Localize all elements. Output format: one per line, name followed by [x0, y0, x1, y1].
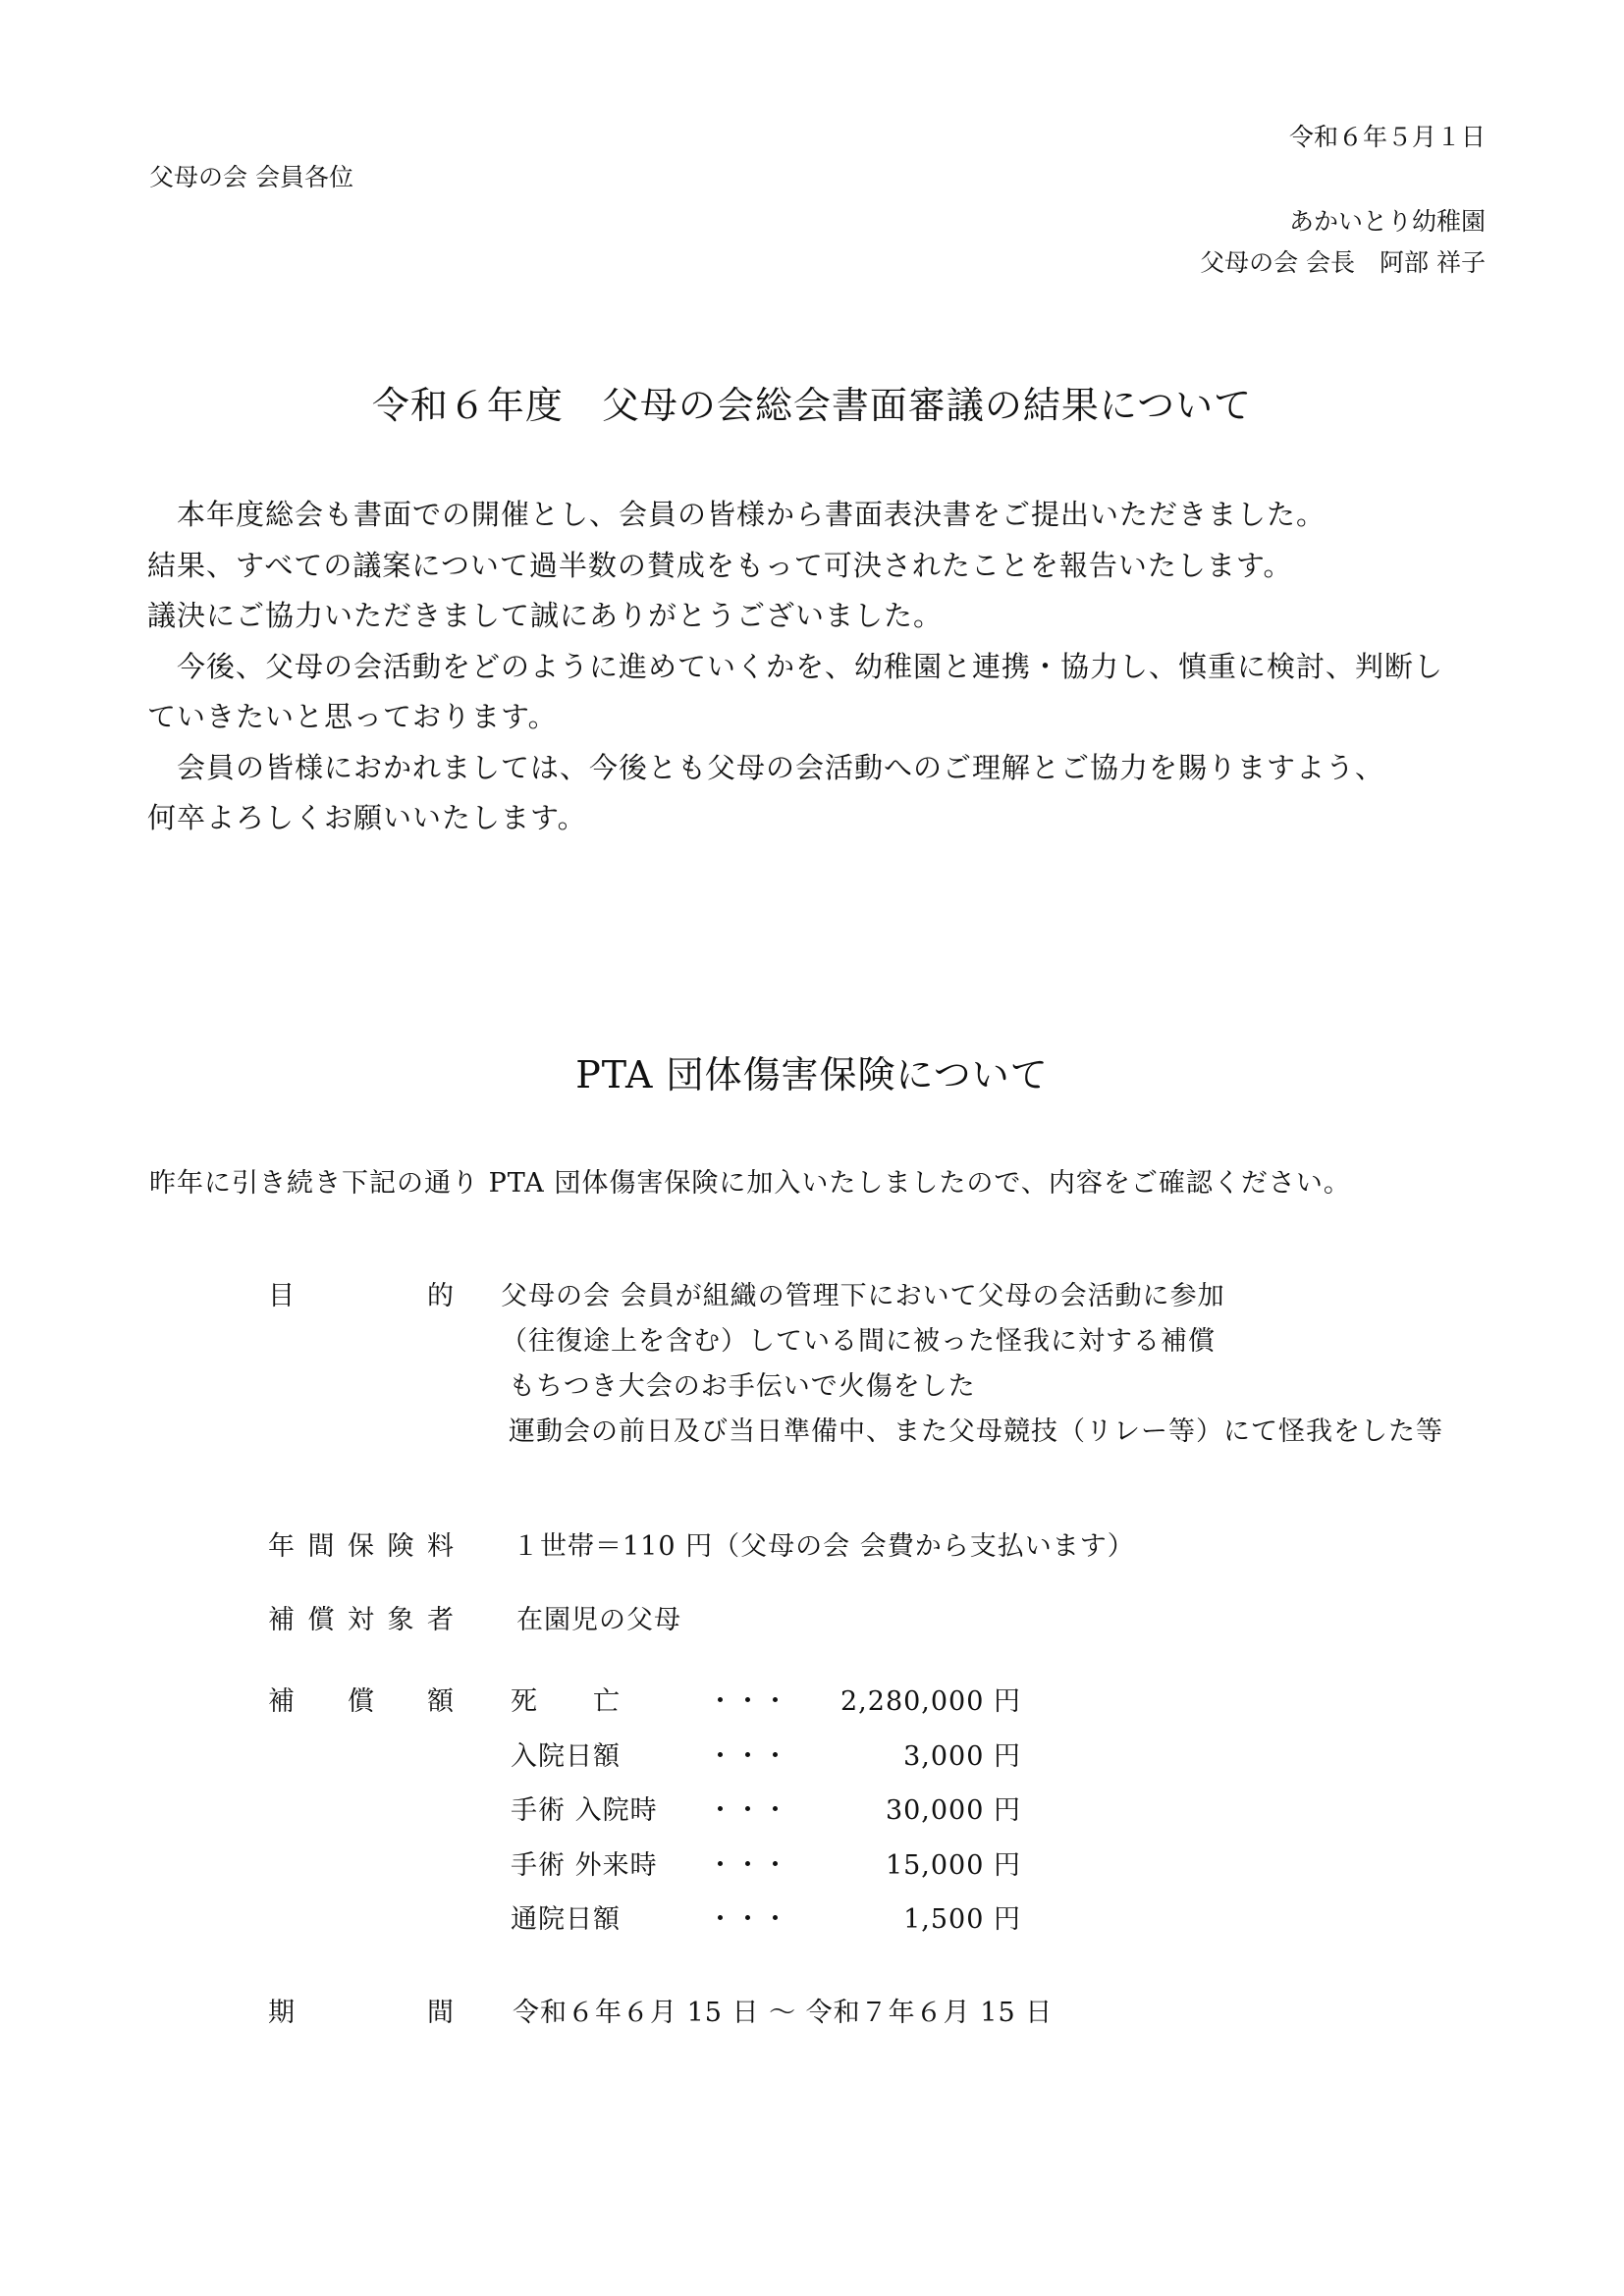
- insured-value: 在園児の父母: [516, 1605, 681, 1635]
- compensation-row: [511, 1849, 1021, 1907]
- premium-value: １世帯＝110 円（父母の会 会費から支払います）: [513, 1531, 1135, 1562]
- compensation-amount: 15,000 円: [885, 1849, 1021, 1881]
- organization-name: あかいとり幼稚園: [1288, 207, 1486, 236]
- purpose-value: [501, 1283, 1443, 1464]
- label-char: 補: [268, 1686, 296, 1717]
- compensation-item: 手術 外来時: [511, 1849, 658, 1881]
- paragraph-line: 議決にご協力いただきまして誠にありがとうございました。: [147, 599, 944, 632]
- label-char: 保: [348, 1531, 375, 1562]
- compensation-amount: 3,000 円: [903, 1740, 1021, 1772]
- compensation-dots: ・・・: [707, 1795, 789, 1826]
- compensation-row: [511, 1906, 1021, 1961]
- compensation-amount: 30,000 円: [885, 1795, 1021, 1826]
- premium-label: [268, 1533, 455, 1560]
- recipient: 父母の会 会員各位: [149, 163, 353, 191]
- label-char: 額: [427, 1686, 455, 1717]
- section2-intro: 昨年に引き続き下記の通り PTA 団体傷害保険に加入いたしましたので、内容をご確認ください。: [149, 1168, 1351, 1199]
- compensation-dots: ・・・: [707, 1904, 789, 1935]
- paragraph-line: 会員の皆様におかれましては、今後とも父母の会活動へのご理解とご協力を賜りますよう、: [147, 750, 1385, 784]
- label-char: 象: [387, 1605, 415, 1635]
- section1-title: 令和６年度 父母の会総会書面審議の結果について: [371, 384, 1253, 427]
- compensation-dots: ・・・: [707, 1686, 789, 1717]
- compensation-label: [268, 1688, 455, 1715]
- label-char: 的: [427, 1281, 455, 1311]
- purpose-line: もちつき大会のお手伝いで火傷をした: [509, 1371, 976, 1402]
- paragraph-line: 何卒よろしくお願いいたします。: [147, 801, 587, 834]
- compensation-dots: ・・・: [707, 1740, 789, 1772]
- label-char: 目: [268, 1281, 296, 1311]
- period-label: [268, 2000, 455, 2026]
- compensation-dots: ・・・: [707, 1849, 789, 1881]
- label-char: 料: [427, 1531, 455, 1562]
- compensation-item: 入院日額: [511, 1740, 621, 1772]
- label-char: 償: [348, 1686, 375, 1717]
- section2-title: PTA 団体傷害保険について: [575, 1053, 1049, 1096]
- purpose-line: （往復途上を含む）している間に被った怪我に対する補償: [501, 1326, 1216, 1357]
- label-char: 者: [427, 1605, 455, 1635]
- compensation-row: [511, 1688, 1021, 1743]
- paragraph-line: 今後、父母の会活動をどのように進めていくかを、幼稚園と連携・協力し、慎重に検討、判断し: [147, 649, 1444, 683]
- compensation-item: 手術 入院時: [511, 1795, 658, 1826]
- compensation-item: 通院日額: [511, 1904, 621, 1935]
- compensation-row: [511, 1797, 1021, 1852]
- label-char: 期: [268, 1998, 296, 2028]
- section1-paragraph: [147, 498, 1483, 855]
- label-char: 償: [307, 1605, 336, 1635]
- compensation-amount: 1,500 円: [903, 1904, 1021, 1935]
- label-char: 対: [348, 1605, 375, 1635]
- period-value: 令和６年６月 15 日 ～ 令和７年６月 15 日: [513, 1998, 1054, 2028]
- purpose-label: [268, 1283, 455, 1309]
- compensation-row: [511, 1740, 1021, 1798]
- document-date: 令和６年５月１日: [1288, 123, 1486, 151]
- compensation-amount: 2,280,000 円: [840, 1686, 1021, 1717]
- compensation-item: 死 亡: [511, 1686, 621, 1717]
- label-char: 間: [427, 1998, 455, 2028]
- label-char: 補: [268, 1605, 296, 1635]
- label-char: 年: [268, 1531, 296, 1562]
- purpose-line: 運動会の前日及び当日準備中、また父母競技（リレー等）にて怪我をした等: [509, 1416, 1443, 1447]
- paragraph-line: 結果、すべての議案について過半数の賛成をもって可決されたことを報告いたします。: [147, 548, 1293, 582]
- label-char: 間: [307, 1531, 336, 1562]
- paragraph-line: ていきたいと思っております。: [147, 700, 558, 733]
- paragraph-line: 本年度総会も書面での開催とし、会員の皆様から書面表決書をご提出いただきました。: [147, 498, 1326, 531]
- purpose-line: 父母の会 会員が組織の管理下において父母の会活動に参加: [501, 1281, 1225, 1311]
- compensation-table: [511, 1688, 1021, 1961]
- label-char: 険: [387, 1531, 415, 1562]
- sender: 父母の会 会長 阿部 祥子: [1200, 248, 1486, 277]
- insured-label: [268, 1607, 455, 1633]
